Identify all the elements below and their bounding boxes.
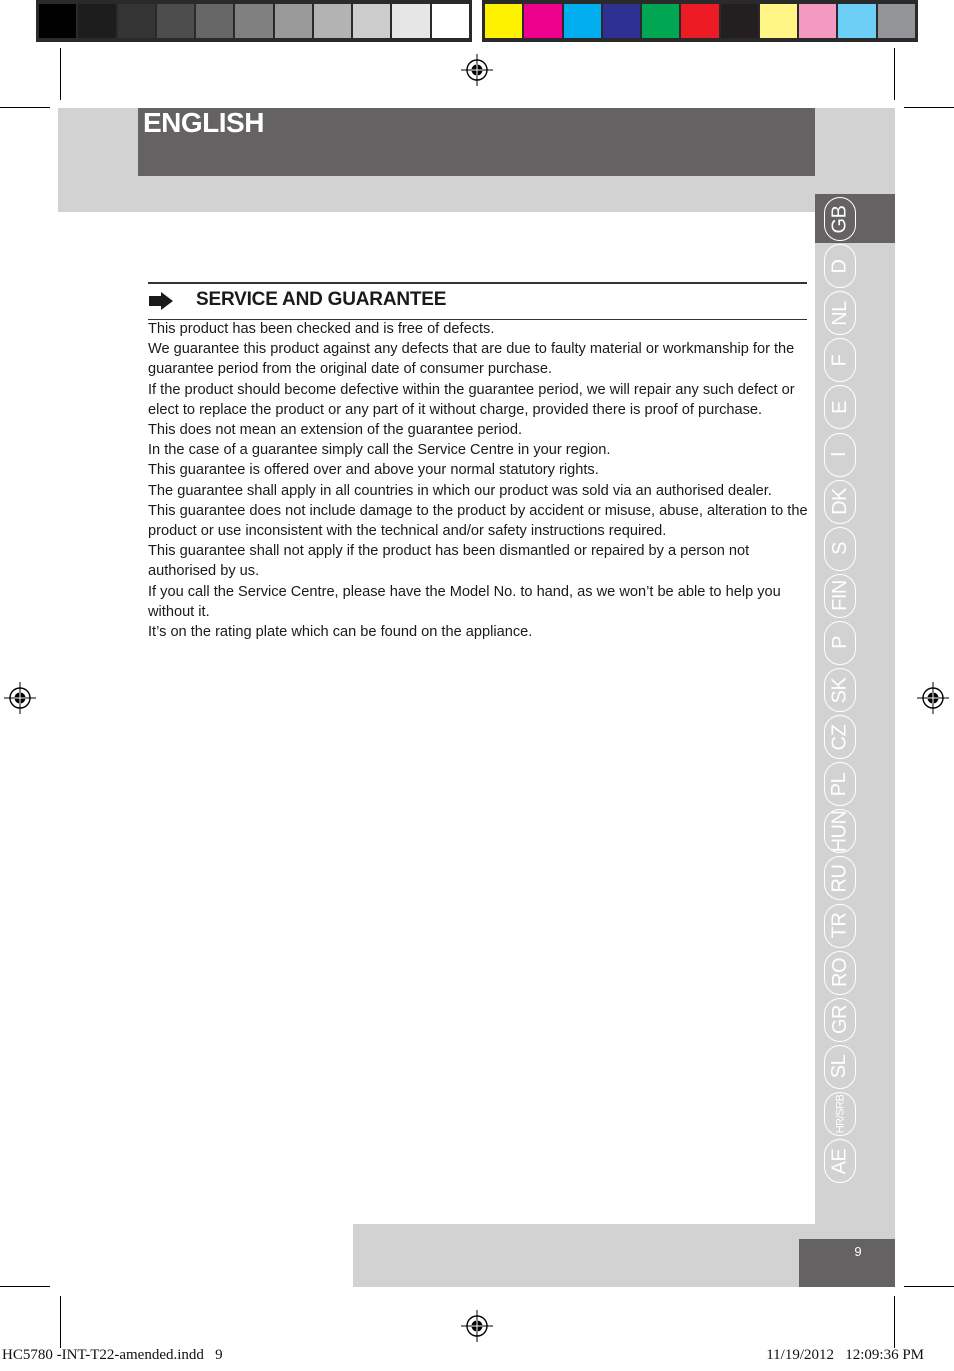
arrow-right-icon (149, 292, 173, 310)
print-slug-file: HC5780 -INT-T22-amended.indd 9 (2, 1347, 223, 1363)
color-swatch (838, 4, 875, 38)
color-swatch (681, 4, 718, 38)
paragraph: This guarantee is offered over and above your normal statutory rights. (148, 462, 599, 479)
gray-swatch (275, 4, 312, 38)
language-tab-label: RU (828, 864, 851, 893)
crop-mark (60, 1296, 61, 1348)
language-tab-f[interactable] (824, 338, 856, 382)
crop-mark (904, 107, 954, 108)
language-tab-ru[interactable] (824, 856, 856, 900)
language-tab-label: AE (828, 1148, 851, 1174)
language-tab-label: PL (828, 772, 851, 796)
language-tab-label: S (828, 542, 851, 556)
registration-mark-icon (461, 1310, 493, 1342)
crop-mark (0, 107, 50, 108)
paragraph: This does not mean an extension of the guarantee period. (148, 422, 523, 439)
language-tab-label: TR (828, 912, 851, 939)
paragraph: This guarantee does not include damage to the product by accident or misuse, abuse, alteration to the product or use inconsistent with the technical and/or safety instructions required. (148, 502, 808, 540)
paragraph: This guarantee shall not apply if the product has been dismantled or repaired by a person not authorised by us. (148, 543, 750, 580)
language-tab-gr[interactable] (824, 998, 856, 1042)
section-body (148, 319, 808, 642)
gray-swatch (392, 4, 429, 38)
color-swatch (642, 4, 679, 38)
color-swatch (485, 4, 522, 38)
color-swatch (799, 4, 836, 38)
page-number: 9 (854, 1244, 862, 1259)
language-tab-fin[interactable] (824, 574, 856, 618)
paragraph: If the product should become defective within the guarantee period, we will repair any such defect or elect to replace the product or any part of it without charge, provided there is proof of purchase. (148, 381, 795, 418)
language-tab-label: FIN (828, 580, 851, 612)
paragraph: In the case of a guarantee simply call the Service Centre in your region. (148, 442, 611, 459)
color-swatch (524, 4, 561, 38)
language-tab-label: F (828, 354, 851, 367)
language-tab-label: D (828, 259, 851, 274)
registration-mark-icon (4, 682, 36, 714)
color-swatch (878, 4, 915, 38)
registration-mark-icon (917, 682, 949, 714)
page-title: ENGLISH (143, 107, 264, 138)
gray-swatch (432, 4, 469, 38)
language-tab-i[interactable] (824, 433, 856, 477)
paragraph: This product has been checked and is free of defects. (148, 321, 495, 337)
language-tab-hr-srb[interactable] (824, 1092, 856, 1136)
language-tab-gb[interactable] (824, 197, 856, 241)
language-tab-label: E (828, 400, 851, 414)
language-tab-label: P (828, 636, 851, 650)
language-tab-nl[interactable] (824, 291, 856, 335)
language-tab-s[interactable] (824, 527, 856, 571)
crop-mark (904, 1286, 954, 1287)
gray-swatch (235, 4, 272, 38)
color-swatch (721, 4, 758, 38)
language-tab-label: SK (828, 677, 851, 703)
language-tab-label: RO (828, 958, 851, 988)
crop-mark (894, 48, 895, 100)
registration-mark-icon (461, 54, 493, 86)
language-tab-label: GR (828, 1005, 851, 1035)
grayscale-calibration-bar (36, 0, 472, 42)
gray-swatch (78, 4, 115, 38)
language-tab-label: SL (828, 1055, 851, 1079)
language-tab-e[interactable] (824, 385, 856, 429)
crop-mark (894, 1296, 895, 1348)
section-title: SERVICE AND GUARANTEE (196, 289, 447, 310)
language-tab-label: I (828, 451, 851, 458)
language-tab-cz[interactable] (824, 715, 856, 759)
gray-swatch (118, 4, 155, 38)
language-tab-d[interactable] (824, 244, 856, 288)
color-swatch (564, 4, 601, 38)
language-tab-label: CZ (828, 724, 851, 750)
paragraph: It’s on the rating plate which can be found on the appliance. (148, 624, 533, 641)
language-tab-p[interactable] (824, 621, 856, 665)
crop-mark (0, 1286, 50, 1287)
language-tab-label: GB (828, 205, 851, 233)
language-tab-sk[interactable] (824, 668, 856, 712)
language-tab-ro[interactable] (824, 951, 856, 995)
language-tab-label: DK (828, 488, 851, 515)
section-rule-top (148, 282, 807, 284)
gray-swatch (39, 4, 76, 38)
gray-swatch (157, 4, 194, 38)
gray-swatch (196, 4, 233, 38)
color-swatch (603, 4, 640, 38)
print-slug-date: 11/19/2012 12:09:36 PM (766, 1347, 924, 1363)
language-tab-pl[interactable] (824, 762, 856, 806)
language-tab-label: HUN (828, 810, 851, 853)
language-tab-hun[interactable] (824, 809, 856, 853)
language-tab-ae[interactable] (824, 1139, 856, 1183)
color-swatch (760, 4, 797, 38)
language-tab-label: NL (828, 300, 851, 326)
color-calibration-bar (482, 0, 918, 42)
paragraph: The guarantee shall apply in all countries in which our product was sold via an authorised dealer. (148, 482, 772, 499)
language-tab-tr[interactable] (824, 904, 856, 948)
language-tab-label: HR/SRB (834, 1094, 846, 1134)
language-tab-dk[interactable] (824, 480, 856, 524)
paragraph: We guarantee this product against any defects that are due to faulty material or workmanship for the guarantee period from the original date of consumer purchase. (148, 341, 795, 378)
gray-swatch (353, 4, 390, 38)
paragraph: If you call the Service Centre, please have the Model No. to hand, as we won’t be able to help you without it. (148, 583, 781, 620)
language-tab-sl[interactable] (824, 1045, 856, 1089)
gray-swatch (314, 4, 351, 38)
crop-mark (60, 48, 61, 100)
